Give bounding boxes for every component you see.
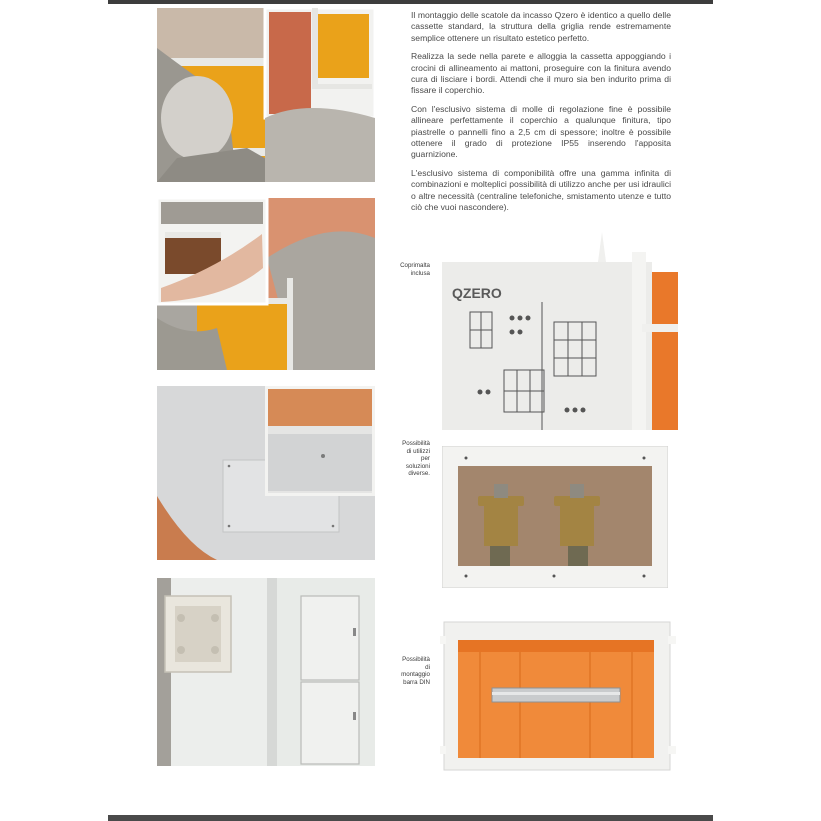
photo-installed-boxes [157, 578, 375, 766]
photo-product-cover [442, 232, 678, 430]
paragraph: Il montaggio delle scatole da incasso Qzero è identico a quello delle cassette standard, la struttura della griglia rende estremamente semplice ottenere un risultato estetico perfetto. [411, 10, 671, 43]
photo-plastering [157, 8, 375, 182]
body-text [411, 10, 671, 221]
photo-smoothing [157, 198, 375, 370]
caption-cover: Coprimalta inclusa [400, 262, 430, 277]
caption-uses: Possibilità di utilizzi per soluzioni diverse. [402, 440, 430, 478]
product-logo: QZERO [452, 285, 502, 301]
paragraph: Realizza la sede nella parete e alloggia la cassetta appoggiando i crocini di allineamento ai mattoni, proseguire con la finitura avendo cura di lisciare i bordi. Attendi che il muro sia ben indurito prima di fissare il coperchio. [411, 51, 671, 96]
caption-din: Possibilità di montaggio barra DIN [401, 656, 430, 686]
paragraph: L'esclusivo sistema di componibilità offre una gamma infinita di combinazioni e molteplici possibilità di utilizzo anche per usi idraulici o altre necessità (centraline telefoniche, smistamento utenze e tutto ciò che vuoi nascondere). [411, 167, 671, 213]
bottom-bar [108, 815, 713, 821]
photo-product-valves [442, 446, 668, 588]
top-bar [108, 0, 713, 4]
photo-finished-cover [157, 386, 375, 560]
paragraph: Con l'esclusivo sistema di molle di regolazione fine è possibile allineare perfettamente il coperchio a qualunque finitura, tipo piastrelle o pannelli fino a 2,5 cm di spessore; inoltre è possibile ottenere il grado di protezione IP55 inserendo l'apposita guarnizione. [411, 103, 671, 160]
photo-product-din [440, 606, 676, 778]
